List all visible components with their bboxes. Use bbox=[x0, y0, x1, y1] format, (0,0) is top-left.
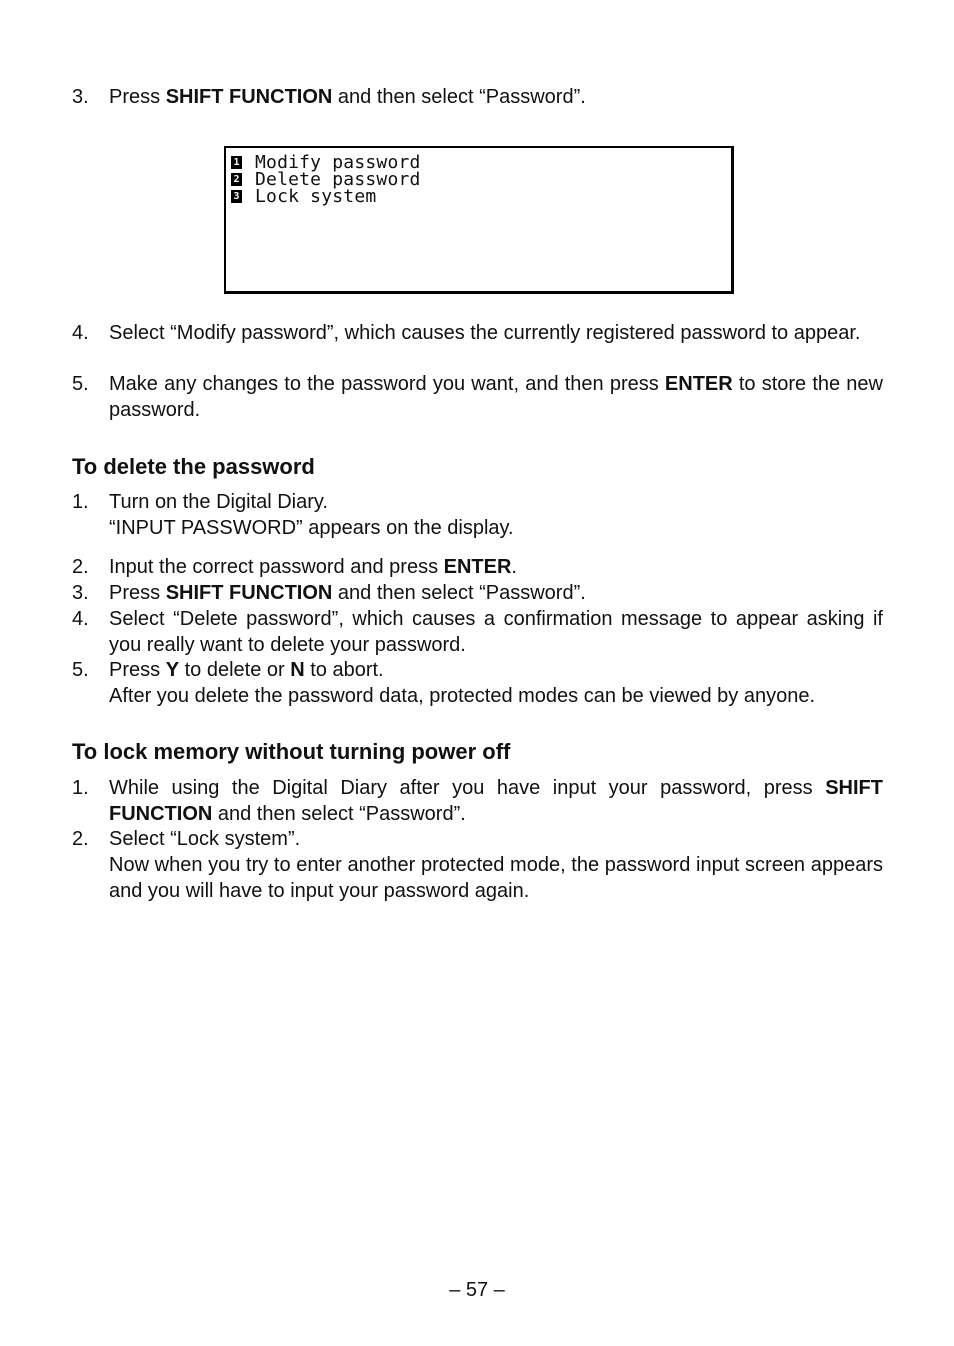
step-line bbox=[109, 657, 883, 683]
step-text-segment: Input the correct password and press bbox=[109, 556, 444, 578]
menu-option-label: Lock system bbox=[255, 186, 377, 207]
step-text bbox=[109, 657, 883, 709]
step-line bbox=[109, 683, 883, 709]
step-text-segment: Select “Modify password”, which causes the currently registered password to appear. bbox=[109, 322, 861, 344]
section-heading-lock-memory: To lock memory without turning power off bbox=[72, 739, 511, 764]
step-line bbox=[109, 489, 883, 515]
step-line bbox=[109, 371, 883, 423]
key-1-icon: 1 bbox=[231, 156, 242, 169]
step-text-segment: After you delete the password data, protected modes can be viewed by anyone. bbox=[109, 685, 815, 707]
step-item bbox=[72, 826, 883, 904]
step-text-segment: and then select “Password”. bbox=[332, 86, 586, 108]
step-number: 4. bbox=[72, 322, 89, 344]
step-text-segment: Make any changes to the password you want, and then press bbox=[109, 373, 665, 395]
step-number: 5. bbox=[72, 659, 89, 681]
key-name: ENTER bbox=[443, 556, 512, 578]
step-item bbox=[72, 606, 883, 658]
key-2-icon: 2 bbox=[231, 173, 242, 186]
step-text-segment: to store the new password. bbox=[109, 373, 883, 421]
key-name: N bbox=[290, 659, 305, 681]
step-text-segment: to abort. bbox=[304, 659, 384, 681]
step-number: 2. bbox=[72, 828, 89, 850]
section-heading-delete-password: To delete the password bbox=[72, 454, 315, 479]
step-text-segment: Select “Delete password”, which causes a confirmation message to appear asking if you really want to delete your password. bbox=[109, 608, 883, 656]
step-number: 5. bbox=[72, 373, 89, 395]
key-name: ENTER bbox=[664, 373, 733, 395]
step-number: 4. bbox=[72, 608, 89, 630]
step-text bbox=[109, 84, 883, 110]
page-number: – 57 – bbox=[449, 1279, 505, 1301]
step-text bbox=[109, 489, 883, 541]
step-item bbox=[72, 554, 883, 580]
step-text-segment: Now when you try to enter another protected mode, the password input screen appears and you will have to input your password again. bbox=[109, 854, 883, 902]
step-number: 1. bbox=[72, 777, 89, 799]
step-line bbox=[109, 606, 883, 658]
step-text-segment: Turn on the Digital Diary. bbox=[109, 491, 328, 513]
step-text bbox=[109, 775, 883, 827]
step-item bbox=[72, 371, 883, 423]
step-text-segment: to delete or bbox=[179, 659, 291, 681]
step-line bbox=[109, 580, 883, 606]
step-number: 1. bbox=[72, 491, 89, 513]
step-text-segment: Press bbox=[109, 86, 166, 108]
step-item bbox=[72, 489, 883, 541]
step-text-segment: . bbox=[511, 556, 517, 578]
key-name: SHIFT FUNCTION bbox=[165, 582, 333, 604]
step-text bbox=[109, 320, 883, 346]
step-number: 3. bbox=[72, 86, 89, 108]
key-name: Y bbox=[165, 659, 180, 681]
step-text-segment: Press bbox=[109, 659, 166, 681]
menu-option-3 bbox=[231, 188, 376, 205]
step-text-segment: and then select “Password”. bbox=[212, 803, 466, 825]
step-text-segment: “INPUT PASSWORD” appears on the display. bbox=[109, 517, 514, 539]
step-item bbox=[72, 84, 883, 110]
step-line bbox=[109, 826, 883, 852]
step-number: 2. bbox=[72, 556, 89, 578]
step-text-segment: Select “Lock system”. bbox=[109, 828, 301, 850]
step-line bbox=[109, 515, 883, 541]
step-line bbox=[109, 84, 883, 110]
key-name: SHIFT FUNCTION bbox=[165, 86, 333, 108]
key-name: SHIFT FUNCTION bbox=[109, 777, 883, 825]
step-text bbox=[109, 826, 883, 904]
step-text-segment: While using the Digital Diary after you have input your password, press bbox=[109, 777, 826, 799]
step-number: 3. bbox=[72, 582, 89, 604]
step-text bbox=[109, 606, 883, 658]
step-text bbox=[109, 371, 883, 423]
step-line bbox=[109, 320, 883, 346]
step-text bbox=[109, 580, 883, 606]
step-text-segment: and then select “Password”. bbox=[332, 582, 586, 604]
step-item bbox=[72, 775, 883, 827]
step-line bbox=[109, 554, 883, 580]
lcd-screen-password-menu bbox=[224, 146, 734, 294]
step-text bbox=[109, 554, 883, 580]
step-line bbox=[109, 775, 883, 827]
menu-option-label: Delete password bbox=[255, 169, 421, 190]
step-item bbox=[72, 580, 883, 606]
key-3-icon: 3 bbox=[231, 190, 242, 203]
step-text-segment: Press bbox=[109, 582, 166, 604]
step-line bbox=[109, 852, 883, 904]
step-item bbox=[72, 320, 883, 346]
menu-option-label: Modify password bbox=[255, 152, 421, 173]
step-item bbox=[72, 657, 883, 709]
